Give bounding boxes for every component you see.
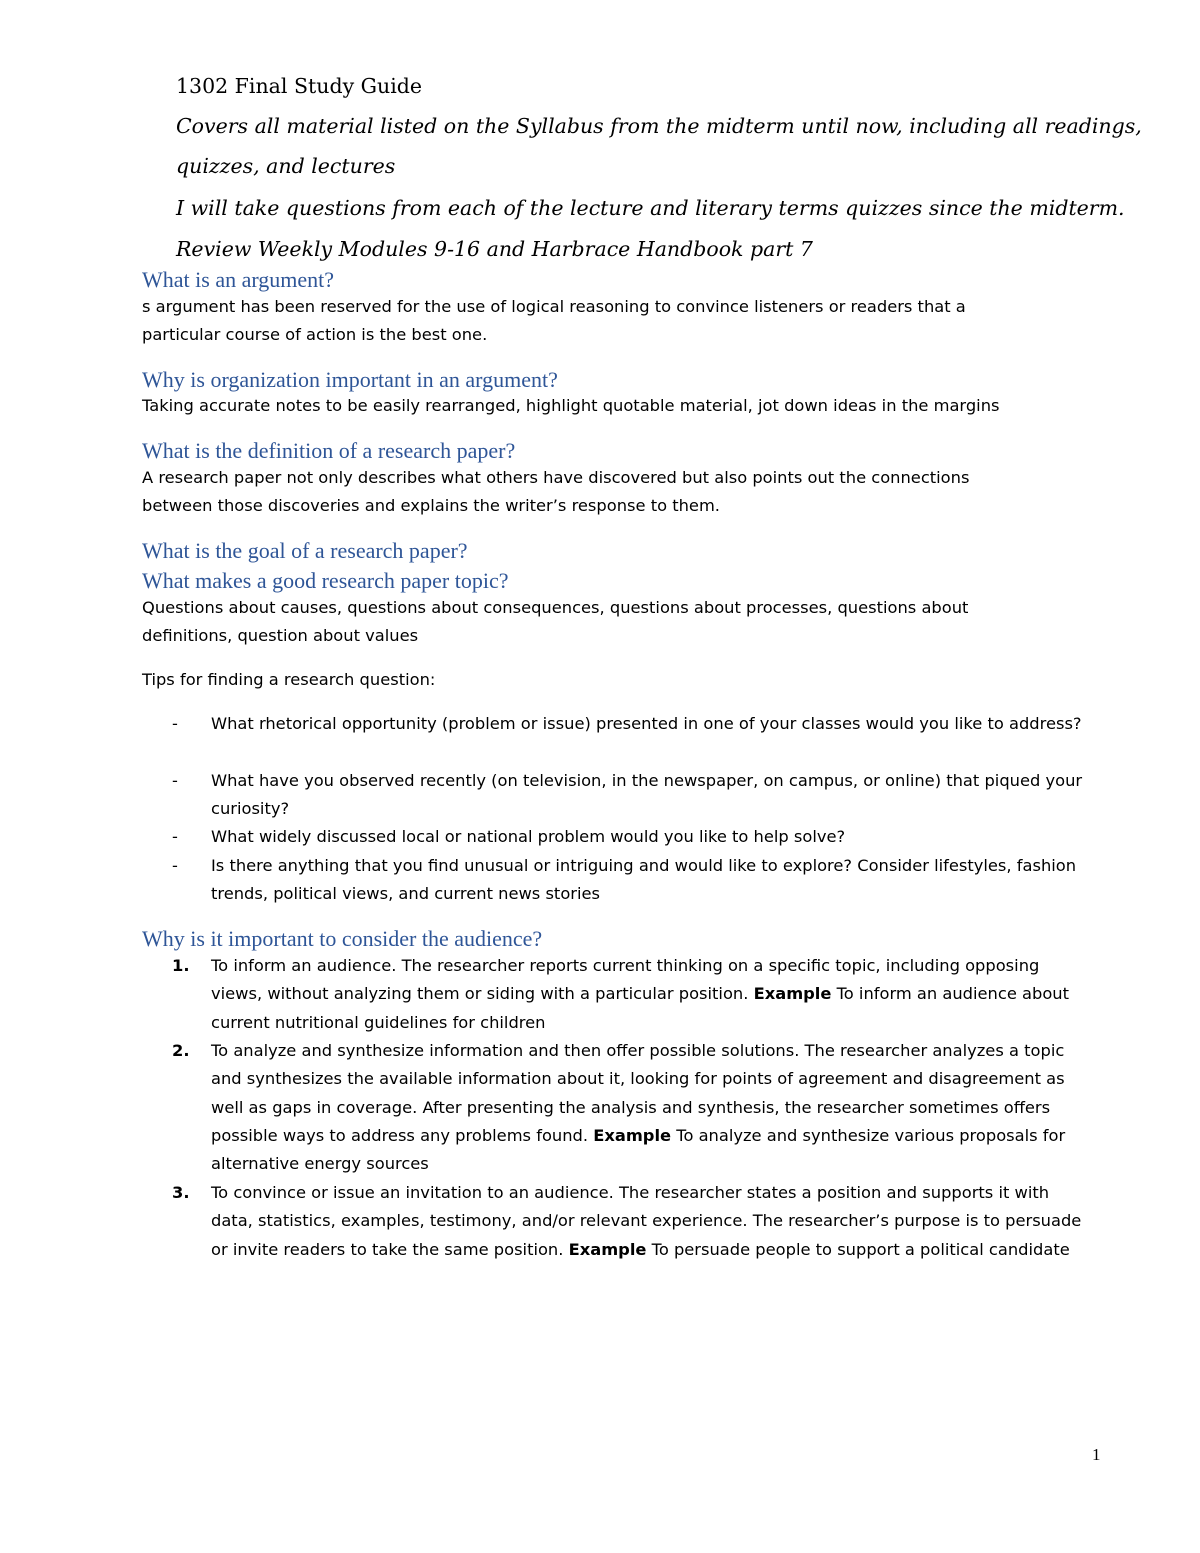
argument-body-line-2: particular course of action is the best one. — [142, 325, 488, 344]
intro-line-2: quizzes, and lectures — [176, 154, 396, 178]
audience-item-3 — [211, 1179, 1091, 1264]
topic-body-line-1: Questions about causes, questions about consequences, questions about processes, questions about — [142, 598, 969, 617]
example-label: Example — [593, 1125, 672, 1145]
heading-audience: Why is it important to consider the audience? — [142, 926, 543, 951]
heading-topic: What makes a good research paper topic? — [142, 568, 509, 593]
audience-item-number: 3. — [172, 1183, 190, 1202]
tips-item-1: What rhetorical opportunity (problem or issue) presented in one of your classes would you like to address? — [211, 714, 1082, 733]
definition-body-line-2: between those discoveries and explains the writer’s response to them. — [142, 496, 720, 515]
example-label: Example — [568, 1239, 647, 1259]
tips-intro: Tips for finding a research question: — [142, 670, 436, 689]
page-number: 1 — [1092, 1445, 1101, 1464]
audience-item-2 — [211, 1037, 1091, 1178]
audience-item-number: 2. — [172, 1041, 190, 1060]
example-text: To analyze and synthesize various proposals for alternative energy sources — [211, 1125, 1066, 1174]
organization-body: Taking accurate notes to be easily rearranged, highlight quotable material, jot down ideas in the margins — [142, 396, 1000, 415]
intro-line-1: Covers all material listed on the Syllabus from the midterm until now, including all readings, — [176, 114, 1142, 138]
tips-bullet-4: - — [172, 856, 178, 875]
audience-item-text: To inform an audience. The researcher reports current thinking on a specific topic, including opposing views, without analyzing them or siding with a particular position. — [211, 956, 1040, 1004]
example-text: To inform an audience about current nutritional guidelines for children — [211, 984, 1069, 1032]
audience-item-1 — [211, 952, 1091, 1037]
heading-goal: What is the goal of a research paper? — [142, 538, 468, 563]
tips-item-2: What have you observed recently (on television, in the newspaper, on campus, or online) that piqued your curiosity? — [211, 771, 1083, 819]
audience-item-number: 1. — [172, 956, 190, 975]
topic-body-line-2: definitions, question about values — [142, 626, 419, 645]
audience-item-text: To analyze and synthesize information and then offer possible solutions. The researcher analyzes a topic and synthesizes the available information about it, looking for points of agreement and disagreement as well as gaps in coverage. After presenting the analysis and synthesis, the researcher sometimes offers possible ways to address any problems found. — [211, 1041, 1065, 1145]
tips-item-3: What widely discussed local or national problem would you like to help solve? — [211, 827, 846, 846]
tips-bullet-2: - — [172, 771, 178, 790]
intro-line-4: Review Weekly Modules 9-16 and Harbrace Handbook part 7 — [176, 237, 813, 261]
tips-item-4: Is there anything that you find unusual or intriguing and would like to explore? Consider lifestyles, fashion trends, political views, and current news stories — [211, 856, 1077, 904]
document-title: 1302 Final Study Guide — [176, 74, 423, 98]
tips-bullet-3: - — [172, 827, 178, 846]
example-label: Example — [753, 984, 832, 1004]
heading-organization: Why is organization important in an argument? — [142, 367, 558, 392]
argument-body-line-1: s argument has been reserved for the use of logical reasoning to convince listeners or readers that a — [142, 297, 966, 316]
example-text: To persuade people to support a political candidate — [646, 1239, 1070, 1259]
intro-line-3: I will take questions from each of the lecture and literary terms quizzes since the midterm. — [176, 196, 1125, 220]
audience-item-text: To convince or issue an invitation to an audience. The researcher states a position and supports it with data, statistics, examples, testimony, and/or relevant experience. The researcher’s purpose is to persuade or invite readers to take the same position. — [211, 1183, 1082, 1259]
definition-body-line-1: A research paper not only describes what others have discovered but also points out the connections — [142, 468, 970, 487]
tips-bullet-1: - — [172, 714, 178, 733]
heading-argument: What is an argument? — [142, 267, 335, 292]
heading-definition: What is the definition of a research paper? — [142, 438, 516, 463]
